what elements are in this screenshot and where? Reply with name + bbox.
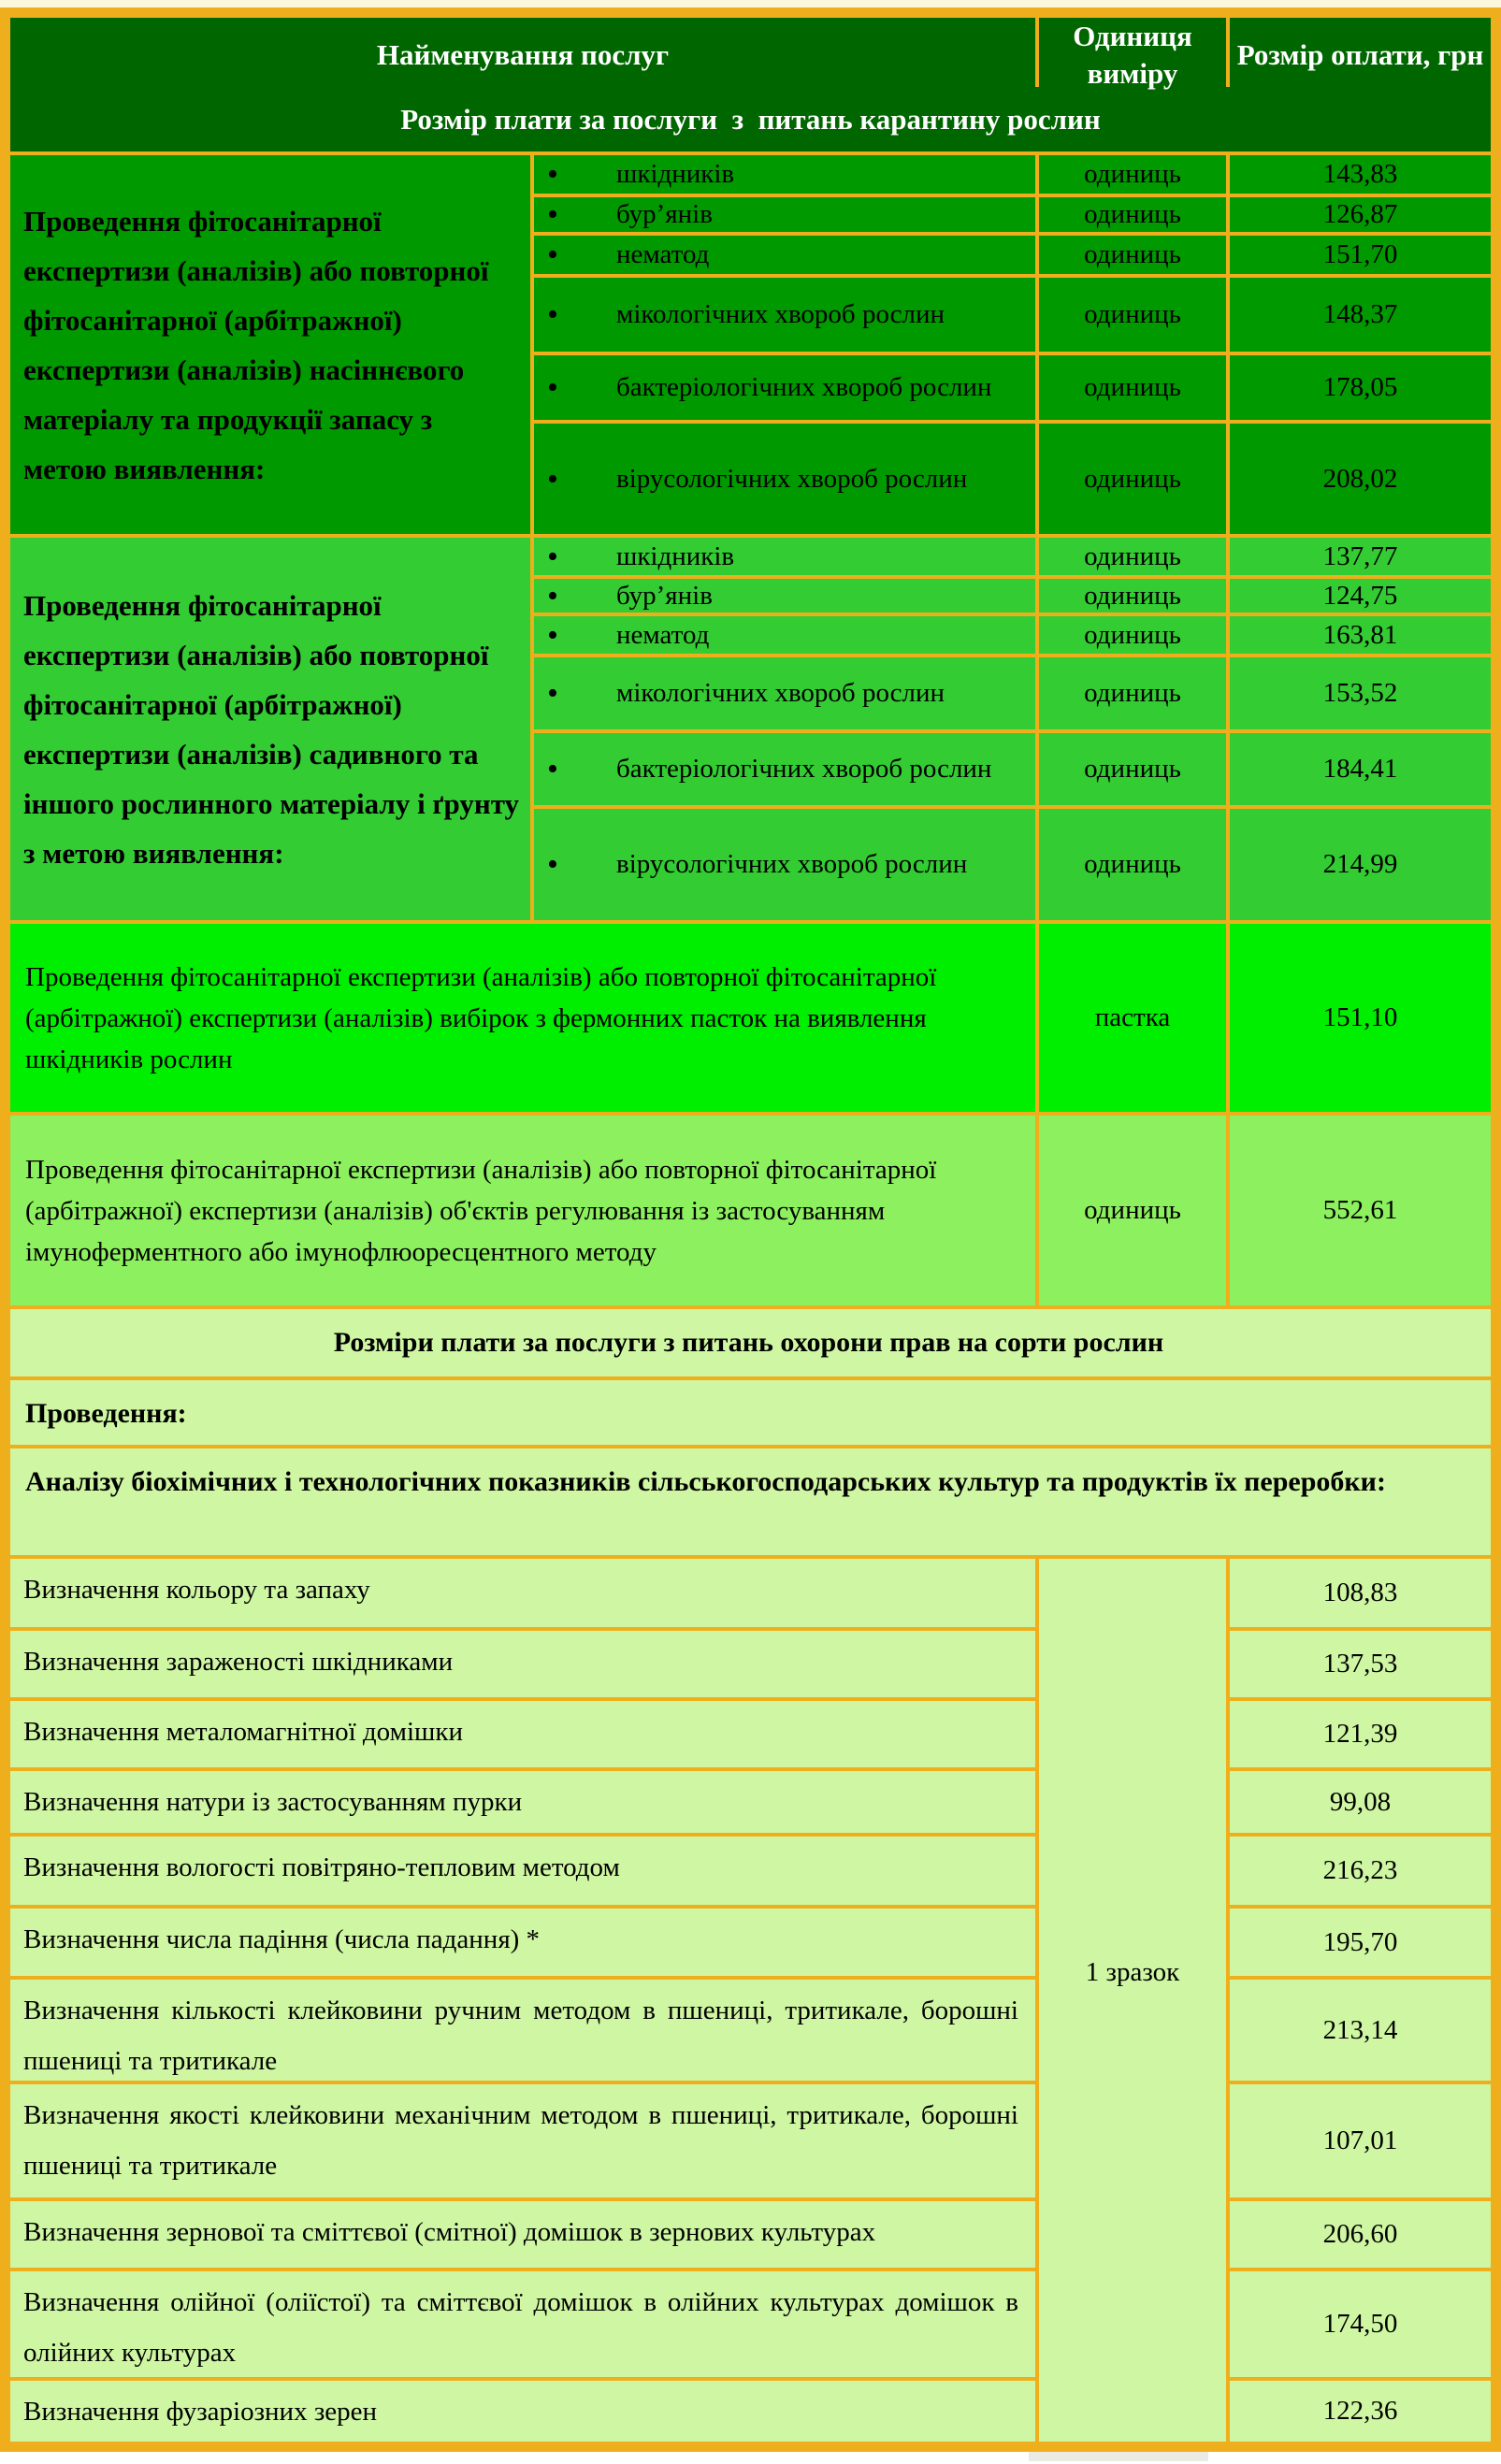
unit-cell: одиниць xyxy=(1039,538,1226,575)
sample-unit-cell: 1 зразок xyxy=(1039,1559,1226,2442)
price-cell: 552,61 xyxy=(1230,1116,1491,1305)
price-cell: 121,39 xyxy=(1230,1701,1491,1767)
service-name-text: бактеріологічних хвороб рослин xyxy=(616,372,992,402)
bullet-icon: • xyxy=(547,370,558,405)
service-name: Визначення зернової та сміттєвої (смітної) домішок в зернових культурах xyxy=(10,2201,1035,2268)
price-cell: 107,01 xyxy=(1230,2084,1491,2197)
price-cell: 213,14 xyxy=(1230,1980,1491,2081)
service-name-text: вірусологічних хвороб рослин xyxy=(616,849,968,879)
bullet-icon: • xyxy=(547,461,558,497)
unit-cell: одиниць xyxy=(1039,424,1226,534)
price-cell: 124,75 xyxy=(1230,579,1491,612)
service-name xyxy=(534,733,1035,805)
price-cell: 137,77 xyxy=(1230,538,1491,575)
bullet-icon: • xyxy=(547,238,558,272)
service-name xyxy=(534,155,1035,194)
trap-expertise-row xyxy=(10,924,1491,1112)
price-cell: 195,70 xyxy=(1230,1909,1491,1976)
unit-column-header: Одиниця виміру xyxy=(1039,18,1226,93)
bullet-icon: • xyxy=(547,197,558,232)
service-name-text: бур’янів xyxy=(616,199,713,229)
price-cell: 151,10 xyxy=(1230,924,1491,1112)
merged-cell-overflow xyxy=(1029,2452,1208,2461)
services-price-table xyxy=(0,7,1501,2452)
price-cell: 206,60 xyxy=(1230,2201,1491,2268)
analizu-sublead: Аналізу біохімічних і технологічних показників сільськогосподарських культур та продуктів їх переробки: xyxy=(10,1448,1491,1555)
price-cell: 178,05 xyxy=(1230,355,1491,420)
service-name: Визначення металомагнітної домішки xyxy=(10,1701,1035,1767)
unit-cell: одиниць xyxy=(1039,616,1226,654)
price-cell: 148,37 xyxy=(1230,278,1491,352)
service-name-text: шкідників xyxy=(616,159,735,189)
service-name-text: бактеріологічних хвороб рослин xyxy=(616,754,992,784)
block-label: Проведення фітосанітарної експертизи (аналізів) або повторної фітосанітарної (арбітражної) експертизи (аналізів) насіннєвого матеріалу та продукції запасу з метою виявлення: xyxy=(10,155,530,534)
service-name: Визначення олійної (оліїстої) та сміттєвої домішок в олійних культурах домішок в олійних культурах xyxy=(10,2271,1035,2377)
page-bottom-margin xyxy=(0,2452,1501,2464)
price-cell: 151,70 xyxy=(1230,236,1491,274)
unit-cell: одиниць xyxy=(1039,809,1226,920)
price-cell: 214,99 xyxy=(1230,809,1491,920)
price-cell: 174,50 xyxy=(1230,2271,1491,2377)
unit-cell: пастка xyxy=(1039,924,1226,1112)
service-name-text: бур’янів xyxy=(616,580,713,611)
unit-cell: одиниць xyxy=(1039,657,1226,729)
unit-cell: одиниць xyxy=(1039,155,1226,194)
service-name-text: нематод xyxy=(616,239,710,269)
price-cell: 163,81 xyxy=(1230,616,1491,654)
service-name-text: вірусологічних хвороб рослин xyxy=(616,463,968,494)
service-column-header: Найменування послуг xyxy=(10,18,1035,93)
immuno-expertise-row xyxy=(10,1116,1491,1305)
expertise-block-planting xyxy=(10,538,1491,920)
service-name: Визначення фузаріозних зерен xyxy=(10,2381,1035,2442)
unit-cell: одиниць xyxy=(1039,733,1226,805)
bullet-icon: • xyxy=(547,676,558,711)
bullet-icon: • xyxy=(547,578,558,613)
unit-cell: одиниць xyxy=(1039,236,1226,274)
service-name xyxy=(534,579,1035,612)
bullet-icon: • xyxy=(547,539,558,574)
service-name: Визначення кольору та запаху xyxy=(10,1559,1035,1627)
table-header-row xyxy=(10,18,1491,90)
unit-cell: одиниць xyxy=(1039,1116,1226,1305)
quarantine-section-title: Розмір плати за послуги з питань карантину рослин xyxy=(10,87,1491,151)
determinations-table xyxy=(10,1559,1491,2442)
service-name: Визначення вологості повітряно-тепловим методом xyxy=(10,1837,1035,1905)
price-cell: 126,87 xyxy=(1230,197,1491,232)
variety-section-title: Розміри плати за послуги з питань охорони прав на сорти рослин xyxy=(10,1309,1491,1376)
service-name-text: нематод xyxy=(616,619,710,650)
expertise-block-seeds xyxy=(10,155,1491,534)
service-name-text: мікологічних хвороб рослин xyxy=(616,678,945,708)
service-name xyxy=(534,197,1035,232)
unit-cell: одиниць xyxy=(1039,278,1226,352)
service-name xyxy=(534,236,1035,274)
price-cell: 208,02 xyxy=(1230,424,1491,534)
service-name-text: шкідників xyxy=(616,540,735,571)
unit-cell: одиниць xyxy=(1039,579,1226,612)
service-name xyxy=(534,657,1035,729)
bullet-icon: • xyxy=(547,297,558,332)
service-name: Визначення зараженості шкідниками xyxy=(10,1631,1035,1697)
bullet-icon: • xyxy=(547,752,558,786)
service-name xyxy=(534,538,1035,575)
service-name: Визначення числа падіння (числа падання) * xyxy=(10,1909,1035,1976)
bullet-icon: • xyxy=(547,157,558,192)
service-name-text: мікологічних хвороб рослин xyxy=(616,299,945,329)
bullet-icon: • xyxy=(547,847,558,882)
price-cell: 216,23 xyxy=(1230,1837,1491,1905)
price-cell: 108,83 xyxy=(1230,1559,1491,1627)
service-name xyxy=(534,278,1035,352)
service-name: Визначення якості клейковини механічним методом в пшениці, тритикале, борошні пшениці та тритикале xyxy=(10,2084,1035,2197)
block-label: Проведення фітосанітарної експертизи (аналізів) або повторної фітосанітарної (арбітражної) експертизи (аналізів) садивного та іншого рослинного матеріалу і ґрунту з метою виявлення: xyxy=(10,538,530,920)
service-name: Проведення фітосанітарної експертизи (аналізів) або повторної фітосанітарної (арбітражної) експертизи (аналізів) вибірок з фермонних пасток на виявлення шкідників рослин xyxy=(10,924,1035,1112)
bullet-icon: • xyxy=(547,617,558,653)
service-name: Проведення фітосанітарної експертизи (аналізів) або повторної фітосанітарної (арбітражної) експертизи (аналізів) об'єктів регулювання із застосуванням імуноферментного або імунофлюоресцентного методу xyxy=(10,1116,1035,1305)
unit-cell: одиниць xyxy=(1039,197,1226,232)
price-cell: 122,36 xyxy=(1230,2381,1491,2442)
service-name xyxy=(534,355,1035,420)
price-cell: 184,41 xyxy=(1230,733,1491,805)
service-name: Визначення кількості клейковини ручним методом в пшениці, тритикале, борошні пшениці та тритикале xyxy=(10,1980,1035,2081)
page-top-margin xyxy=(0,0,1501,7)
unit-cell: одиниць xyxy=(1039,355,1226,420)
provedennya-lead: Проведення: xyxy=(10,1380,1491,1445)
price-cell: 143,83 xyxy=(1230,155,1491,194)
service-name xyxy=(534,616,1035,654)
service-name xyxy=(534,424,1035,534)
service-name xyxy=(534,809,1035,920)
service-name: Визначення натури із застосуванням пурки xyxy=(10,1771,1035,1833)
price-cell: 153,52 xyxy=(1230,657,1491,729)
price-cell: 137,53 xyxy=(1230,1631,1491,1697)
price-cell: 99,08 xyxy=(1230,1771,1491,1833)
price-column-header: Розмір оплати, грн xyxy=(1230,18,1491,93)
